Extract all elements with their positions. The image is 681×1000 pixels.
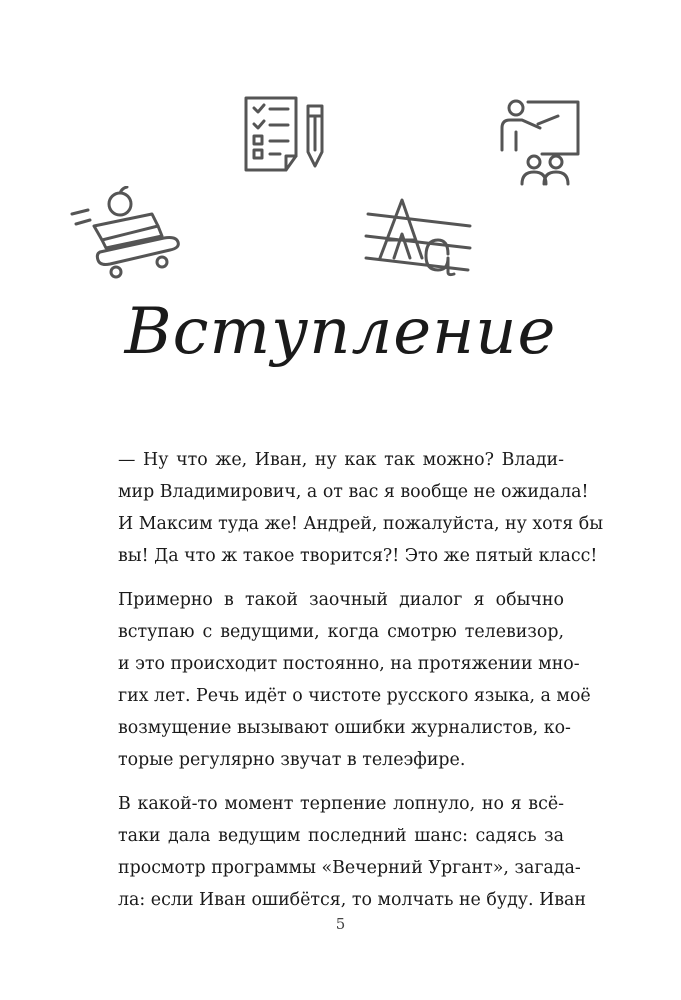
alphabet-letters-icon: [364, 196, 476, 278]
text-line: вступаю с ведущими, когда смотрю телевизор,: [118, 622, 564, 642]
text-line: таки дала ведущим последний шанс: садясь за: [118, 826, 564, 846]
text-line: торые регулярно звучат в телеэфире.: [118, 750, 466, 770]
paragraph: [118, 444, 604, 572]
text-line: ла: если Иван ошибётся, то молчать не буду. Иван: [118, 890, 586, 910]
chapter-title: Вступление: [124, 295, 557, 369]
paragraph: [118, 788, 586, 916]
text-line: В какой-то момент терпение лопнуло, но я всё-: [118, 794, 564, 814]
text-line: мир Владимирович, а от вас я вообще не ожидала!: [118, 482, 589, 502]
checklist-pencil-icon: [240, 92, 334, 176]
text-line: и это происходит постоянно, на протяжении мно-: [118, 654, 580, 674]
page-number: 5: [335, 915, 346, 933]
apple-books-skateboard-icon: [66, 186, 190, 282]
text-line: И Максим туда же! Андрей, пожалуйста, ну хотя бы: [118, 514, 604, 534]
text-line: гих лет. Речь идёт о чистоте русского языка, а моё: [118, 686, 591, 706]
text-line: Примерно в такой заочный диалог я обычно: [118, 590, 564, 610]
text-line: — Ну что же, Иван, ну как так можно? Влади-: [118, 450, 564, 470]
paragraph: [118, 584, 591, 776]
teacher-board-icon: [488, 96, 584, 192]
text-line: возмущение вызывают ошибки журналистов, ко-: [118, 718, 571, 738]
body-text: [118, 444, 604, 928]
text-line: просмотр программы «Вечерний Ургант», загада-: [118, 858, 581, 878]
text-line: вы! Да что ж такое творится?! Это же пятый класс!: [118, 546, 598, 566]
